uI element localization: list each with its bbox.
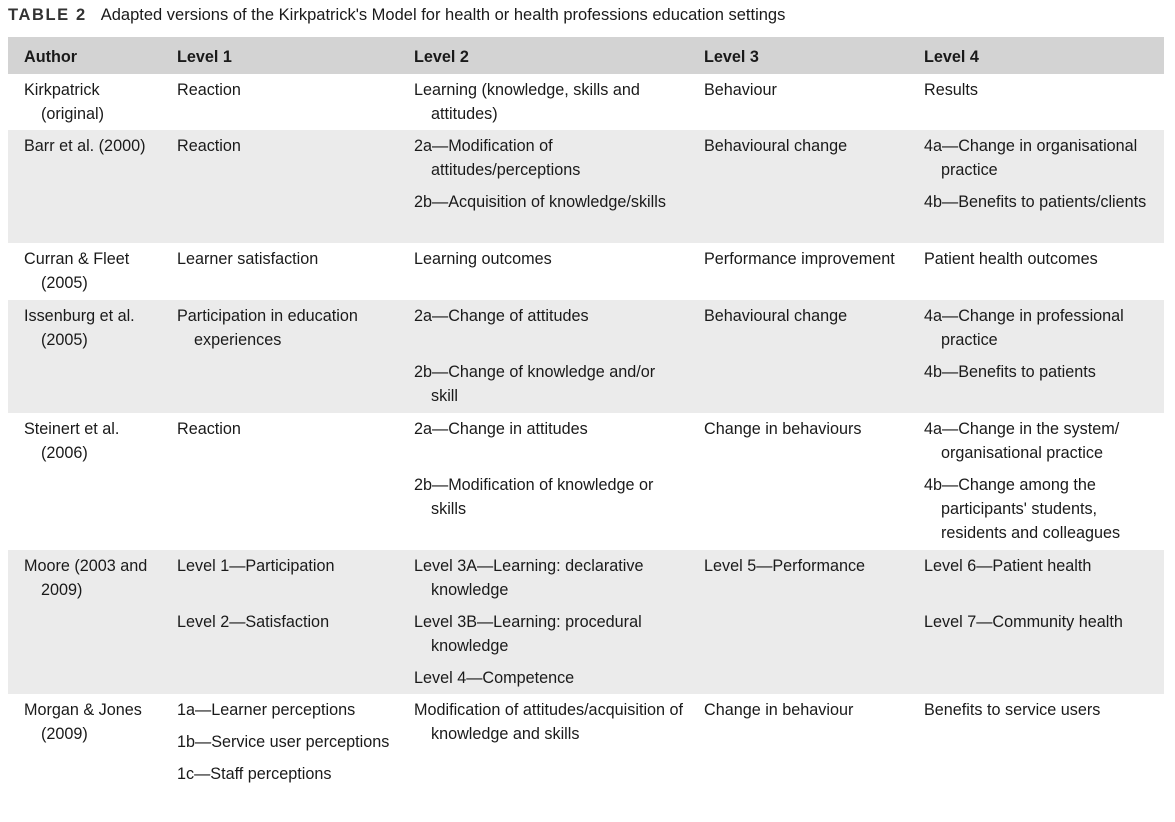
level2-cell: Learning outcomes xyxy=(414,250,552,268)
level2-cell: 2a—Change in attitudes 2b—Modification of knowledge or skills xyxy=(414,420,654,518)
level1-cell: 1a—Learner perceptions 1b—Service user perceptions 1c—Staff perceptions xyxy=(177,701,390,783)
level4-cell: Results xyxy=(924,81,978,99)
header-author: Author xyxy=(24,48,78,66)
level1-cell: Participation in education experiences xyxy=(177,307,358,349)
header-level-3: Level 3 xyxy=(704,48,759,66)
table-row xyxy=(8,130,1164,243)
level4-cell: Level 6—Patient health Level 7—Community health xyxy=(924,557,1123,631)
author-cell: Moore (2003 and 2009) xyxy=(24,557,148,599)
level2-cell: 2a—Change of attitudes 2b—Change of knowledge and/or skill xyxy=(414,307,656,405)
level3-cell: Behavioural change xyxy=(704,137,848,155)
table-row xyxy=(8,243,1164,300)
level3-cell: Change in behaviour xyxy=(704,701,854,719)
level1-cell: Reaction xyxy=(177,420,241,438)
level2-cell: 2a—Modification of attitudes/perceptions 2b—Acquisition of knowledge/skills xyxy=(414,137,666,211)
header-level-2: Level 2 xyxy=(414,48,469,66)
author-cell: Steinert et al. (2006) xyxy=(24,420,120,462)
level2-cell: Learning (knowledge, skills and attitudes) xyxy=(414,81,640,123)
level3-cell: Behaviour xyxy=(704,81,777,99)
kirkpatrick-table xyxy=(8,37,1164,822)
header-row xyxy=(8,37,1164,74)
author-cell: Kirkpatrick (original) xyxy=(24,81,104,123)
level2-cell: Level 3A—Learning: declarative knowledge Level 3B—Learning: procedural knowledge Level 4—Competence xyxy=(414,557,644,687)
level3-cell: Change in behaviours xyxy=(704,420,862,438)
level1-cell: Level 1—Participation Level 2—Satisfaction xyxy=(177,557,335,631)
header-level-1: Level 1 xyxy=(177,48,232,66)
level4-cell: 4a—Change in organisational practice 4b—Benefits to patients/clients xyxy=(924,137,1147,211)
author-cell: Barr et al. (2000) xyxy=(24,137,146,155)
level1-cell: Learner satisfaction xyxy=(177,250,319,268)
level4-cell: Patient health outcomes xyxy=(924,250,1098,268)
author-cell: Curran & Fleet (2005) xyxy=(24,250,130,292)
level3-cell: Performance improvement xyxy=(704,250,895,268)
table-row xyxy=(8,300,1164,413)
level3-cell: Level 5—Performance xyxy=(704,557,866,575)
table-row xyxy=(8,694,1164,822)
level1-cell: Reaction xyxy=(177,81,241,99)
level1-cell: Reaction xyxy=(177,137,241,155)
table-row xyxy=(8,74,1164,130)
table-caption xyxy=(8,4,785,26)
level4-cell: 4a—Change in professional practice 4b—Benefits to patients xyxy=(924,307,1124,381)
level4-cell: 4a—Change in the system/ organisational practice 4b—Change among the participants' students, residents and colleagues xyxy=(924,420,1121,542)
table-title: Adapted versions of the Kirkpatrick's Model for health or health professions education settings xyxy=(100,6,786,24)
level4-cell: Benefits to service users xyxy=(924,701,1101,719)
author-cell: Issenburg et al. (2005) xyxy=(24,307,135,349)
level3-cell: Behavioural change xyxy=(704,307,848,325)
table-row xyxy=(8,550,1164,694)
author-cell: Morgan & Jones (2009) xyxy=(24,701,142,743)
table-label: TABLE 2 xyxy=(8,6,87,24)
level2-cell: Modification of attitudes/acquisition of knowledge and skills xyxy=(414,701,684,743)
header-level-4: Level 4 xyxy=(924,48,979,66)
table-row xyxy=(8,413,1164,550)
